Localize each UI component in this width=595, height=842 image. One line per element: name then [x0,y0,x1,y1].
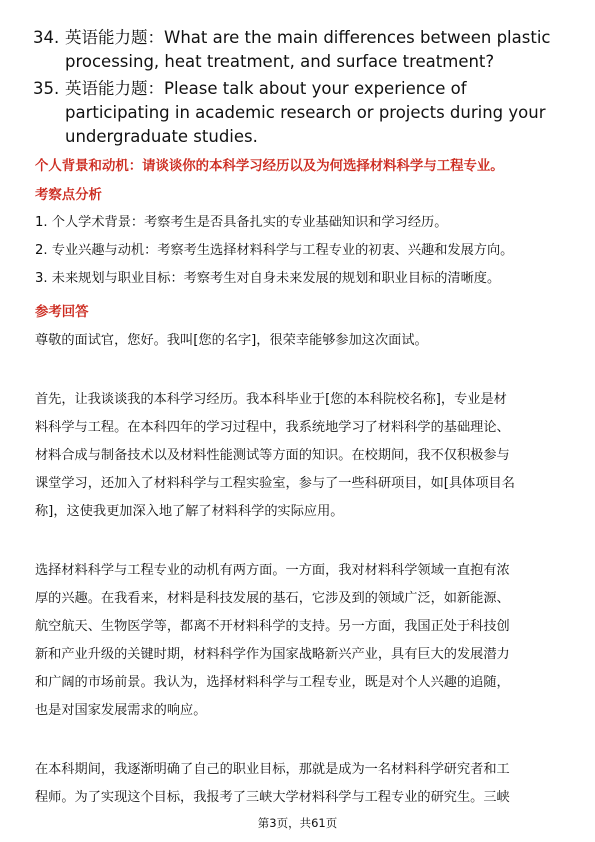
answer-line: 尊敬的面试官，您好。我叫[您的名字]，很荣幸能够参加这次面试。 [35,333,428,348]
answer-line: 和广阔的市场前景。我认为，选择材料科学与工程专业，既是对个人兴趣的追随， [35,675,510,690]
answer-line: 新和产业升级的关键时期，材料科学作为国家战略新兴产业，具有巨大的发展潜力 [35,647,510,662]
answer-line: 首先，让我谈谈我的本科学习经历。我本科毕业于[您的本科院校名称]，专业是材 [35,392,507,407]
answer-line: 程师。为了实现这个目标，我报考了三峡大学材料科学与工程专业的研究生。三峡 [35,790,510,805]
answer-line: 航空航天、生物医学等，都离不开材料科学的支持。另一方面，我国正处于科技创 [35,619,510,634]
question-text [65,77,563,149]
answer-line: 选择材料科学与工程专业的动机有两方面。一方面，我对材料科学领域一直抱有浓 [35,563,510,578]
answer-line: 料科学与工程。在本科四年的学习过程中，我系统地学习了材料科学的基础理论、 [35,420,510,435]
interview-topic: 个人背景和动机：请谈谈你的本科学习经历以及为何选择材料科学与工程专业。 [35,159,504,174]
question-number: 34. [33,28,60,47]
page-footer: 第3页，共61页 [257,816,338,830]
answer-line: 称]，这使我更加深入地了解了材料科学的实际应用。 [35,504,344,519]
question-label: 英语能力题： [65,28,164,47]
question-text [65,26,563,74]
analysis-item: 2. 专业兴趣与动机：考察考生选择材料科学与工程专业的初衷、兴趣和发展方向。 [35,243,514,258]
answer-heading: 参考回答 [35,305,89,320]
answer-line: 材料合成与制备技术以及材料性能测试等方面的知识。在校期间，我不仅积极参与 [35,448,510,463]
answer-line: 厚的兴趣。在我看来，材料是科技发展的基石，它涉及到的领域广泛，如新能源、 [35,591,510,606]
analysis-item: 3. 未来规划与职业目标：考察考生对自身未来发展的规划和职业目标的清晰度。 [35,271,501,286]
analysis-item: 1. 个人学术背景：考察考生是否具备扎实的专业基础知识和学习经历。 [35,215,448,230]
answer-line: 课堂学习，还加入了材料科学与工程实验室，参与了一些科研项目，如[具体项目名 [35,476,515,491]
answer-line: 也是对国家发展需求的响应。 [35,703,207,718]
question-body: What are the main differences between plastic processing, heat treatment, and surface treatment? [65,28,551,71]
question-body: Please talk about your experience of participating in academic research or projects during your undergraduate studies. [65,79,546,146]
question-number: 35. [33,79,60,98]
answer-line: 在本科期间，我逐渐明确了自己的职业目标，那就是成为一名材料科学研究者和工 [35,762,510,777]
question-label: 英语能力题： [65,79,164,98]
analysis-heading: 考察点分析 [35,188,102,203]
